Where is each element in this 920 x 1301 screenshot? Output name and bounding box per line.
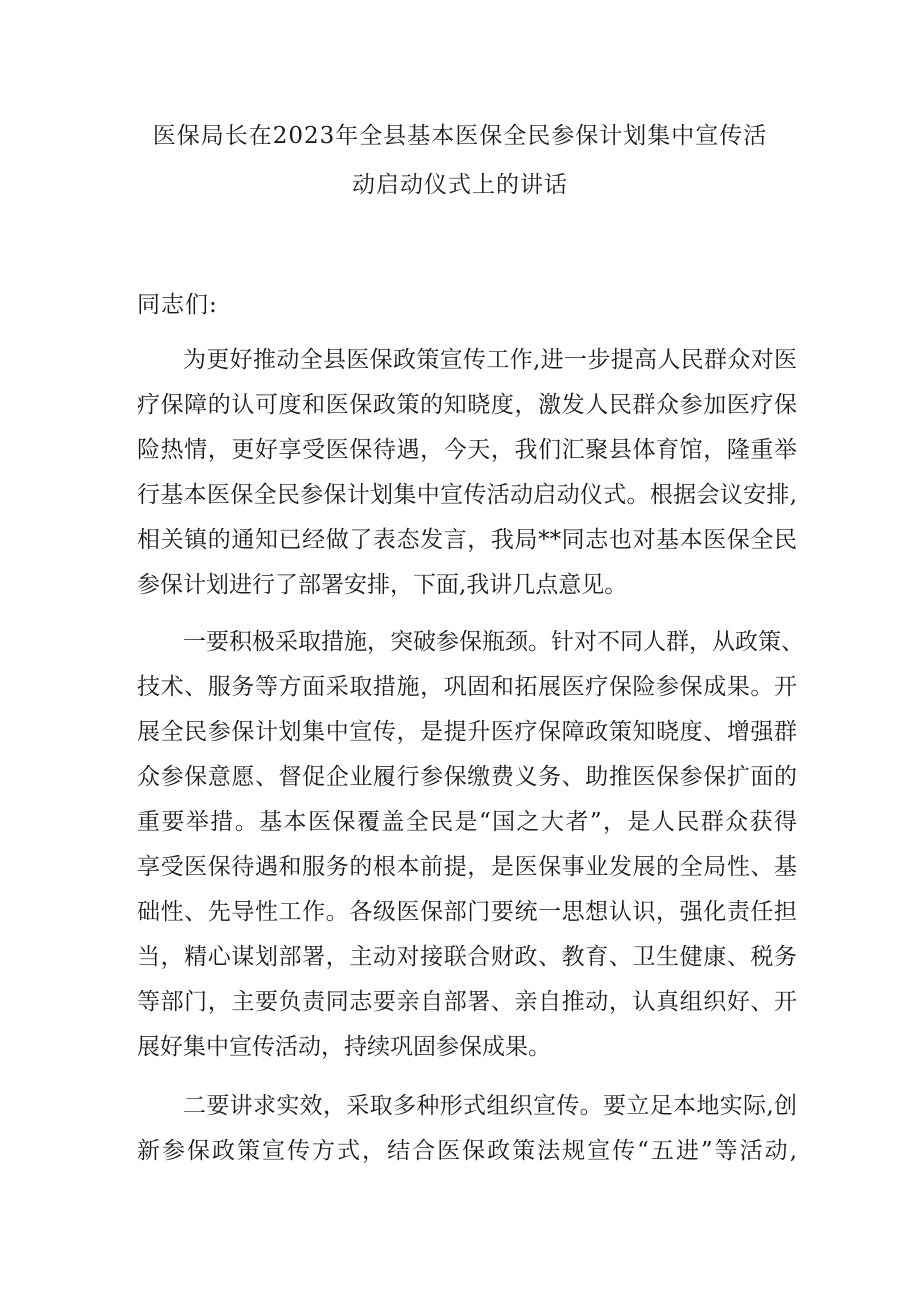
- paragraph-line: 当，精心谋划部署，主动对接联合财政、教育、卫生健康、税务: [137, 944, 797, 970]
- paragraph-line: 险热情，更好享受医保待遇，今天，我们汇聚县体育馆，隆重举: [137, 437, 797, 463]
- paragraph-line: 享受医保待遇和服务的根本前提，是医保事业发展的全局性、基: [137, 854, 797, 880]
- paragraph-line: 技术、服务等方面采取措施，巩固和拓展医疗保险参保成果。开: [137, 674, 797, 700]
- document-title-line-2: 动启动仪式上的讲话: [352, 172, 568, 198]
- salutation: 同志们:: [137, 292, 218, 318]
- document-title-line-1: 医保局长在2023年全县基本医保全民参保计划集中宣传活: [152, 123, 768, 149]
- paragraph-line: 展好集中宣传活动，持续巩固参保成果。: [137, 1034, 551, 1060]
- paragraph-line: 二要讲求实效，采取多种形式组织宣传。要立足本地实际,创: [183, 1093, 797, 1119]
- paragraph-line: 为更好推动全县医保政策宣传工作,进一步提高人民群众对医: [183, 347, 797, 373]
- paragraph-line: 展全民参保计划集中宣传，是提升医疗保障政策知晓度、增强群: [137, 719, 797, 745]
- paragraph-line: 重要举措。基本医保覆盖全民是“国之大者”，是人民群众获得: [137, 809, 797, 835]
- paragraph-line: 新参保政策宣传方式，结合医保政策法规宣传“五进”等活动,: [137, 1138, 797, 1164]
- paragraph-line: 行基本医保全民参保计划集中宣传活动启动仪式。根据会议安排,: [137, 482, 797, 508]
- paragraph-line: 众参保意愿、督促企业履行参保缴费义务、助推医保参保扩面的: [137, 764, 797, 790]
- paragraph-line: 一要积极采取措施，突破参保瓶颈。针对不同人群，从政策、: [183, 629, 804, 655]
- paragraph-line: 等部门，主要负责同志要亲自部署、亲自推动，认真组织好、开: [137, 989, 797, 1015]
- paragraph-line: 参保计划进行了部署安排，下面,我讲几点意见。: [137, 572, 628, 598]
- paragraph-line: 相关镇的通知已经做了表态发言，我局**同志也对基本医保全民: [137, 527, 797, 553]
- paragraph-line: 疗保障的认可度和医保政策的知晓度，激发人民群众参加医疗保: [137, 392, 797, 418]
- paragraph-line: 础性、先导性工作。各级医保部门要统一思想认识，强化责任担: [137, 899, 797, 925]
